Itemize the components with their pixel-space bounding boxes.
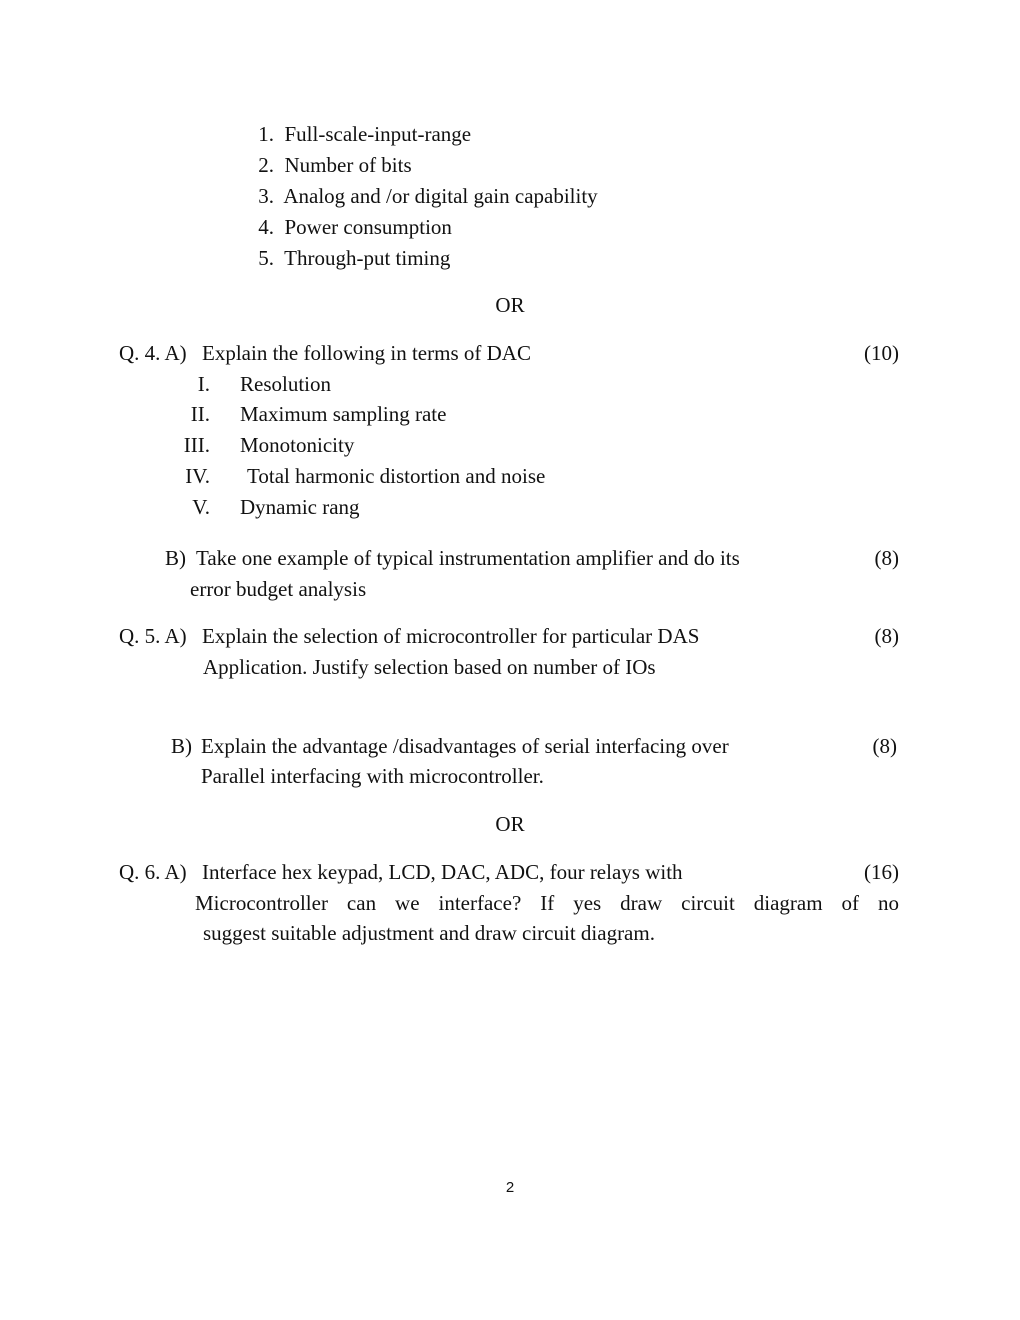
question-text: Parallel interfacing with microcontroller.: [201, 764, 544, 788]
list-text: Analog and /or digital gain capability: [283, 184, 598, 208]
list-text: Number of bits: [284, 153, 412, 177]
question-label: B): [171, 734, 192, 758]
question-text: Explain the selection of microcontroller for particular DAS: [202, 624, 700, 648]
list-text: Monotonicity: [240, 433, 355, 457]
question-text: Application. Justify selection based on number of IOs: [203, 655, 656, 679]
list-text: Full-scale-input-range: [284, 122, 472, 146]
roman-number: IV.: [185, 464, 210, 488]
list-number: 2.: [258, 153, 274, 177]
or-separator: OR: [495, 812, 525, 836]
list-item: [250, 155, 412, 176]
list-item: [250, 217, 452, 238]
list-number: 5.: [258, 246, 274, 270]
question-label: Q. 6. A): [119, 860, 187, 884]
question-label: Q. 5. A): [119, 624, 187, 648]
question-text: Explain the following in terms of DAC: [202, 341, 531, 365]
question-text: Interface hex keypad, LCD, DAC, ADC, four relays with: [202, 860, 683, 884]
question-text: Take one example of typical instrumentation amplifier and do its: [196, 546, 740, 570]
question-marks: (16): [864, 860, 899, 884]
page-number: 2: [505, 1179, 515, 1196]
question-marks: (8): [874, 624, 899, 648]
question-text: suggest suitable adjustment and draw circuit diagram.: [203, 921, 655, 945]
question-marks: (8): [872, 734, 897, 758]
list-text: Through-put timing: [284, 246, 451, 270]
roman-number: II.: [190, 402, 210, 426]
question-text: error budget analysis: [190, 577, 367, 601]
roman-number: III.: [183, 433, 210, 457]
question-text: Explain the advantage /disadvantages of serial interfacing over: [201, 734, 729, 758]
question-label: B): [165, 546, 186, 570]
question-marks: (10): [864, 341, 899, 365]
list-text: Maximum sampling rate: [240, 402, 447, 426]
list-number: 1.: [258, 122, 274, 146]
or-separator: OR: [495, 293, 525, 317]
list-text: Total harmonic distortion and noise: [247, 464, 546, 488]
list-item: [250, 248, 450, 269]
question-label: Q. 4. A): [119, 341, 187, 365]
question-marks: (8): [874, 546, 899, 570]
list-text: Resolution: [240, 372, 332, 396]
list-item: [250, 124, 471, 145]
list-number: 3.: [258, 184, 274, 208]
roman-number: I.: [197, 372, 210, 396]
list-text: Power consumption: [284, 215, 452, 239]
list-text: Dynamic rang: [240, 495, 360, 519]
roman-number: V.: [192, 495, 210, 519]
question-text: Microcontroller can we interface? If yes draw circuit diagram of no: [195, 891, 899, 915]
list-item: [250, 186, 598, 207]
list-number: 4.: [258, 215, 274, 239]
